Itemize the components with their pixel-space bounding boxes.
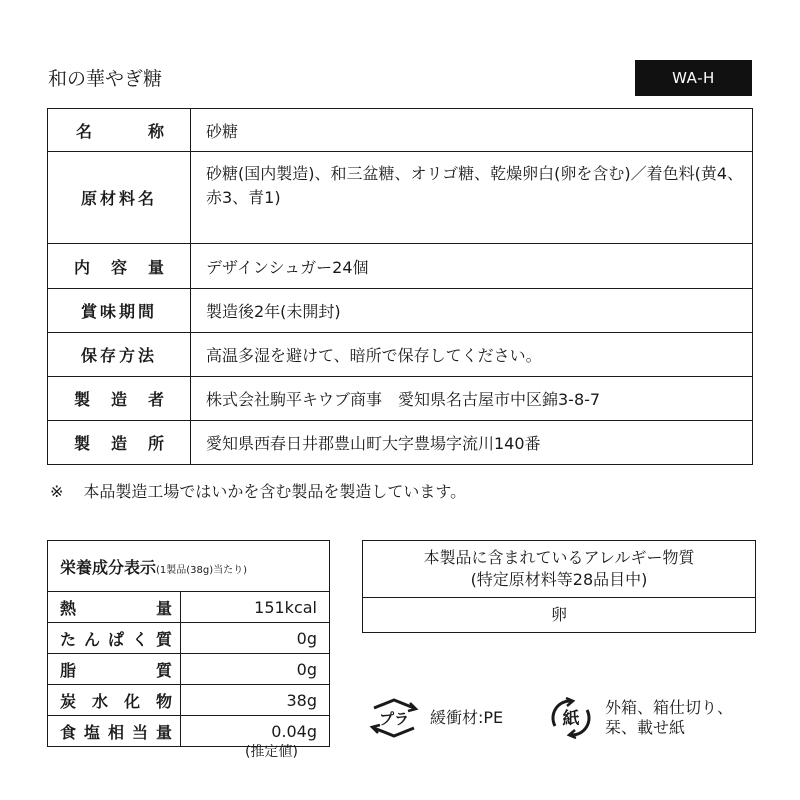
- note-mark: ※: [50, 482, 64, 501]
- table-row: [48, 333, 753, 377]
- nutrition-label-char: 質: [155, 660, 172, 680]
- nutrition-label-char: 量: [155, 722, 172, 742]
- spec-label-char: 製: [74, 434, 91, 453]
- spec-label: 原材料名: [48, 152, 191, 244]
- nutrition-label-char: 塩: [83, 722, 100, 742]
- spec-label: 賞味期間: [48, 289, 191, 333]
- nutrition-label-char: ぱ: [107, 629, 124, 649]
- nutrition-label-char: 相: [107, 722, 124, 742]
- allergy-header: [363, 541, 755, 598]
- spec-label-char: 名: [76, 121, 93, 141]
- nutrition-title: 栄養成分表示: [60, 557, 157, 577]
- nutrition-label: [48, 623, 181, 654]
- table-row: [48, 421, 753, 465]
- note-text: 本品製造工場ではいかを含む製品を製造しています。: [83, 482, 467, 501]
- nutrition-value: 151kcal: [181, 592, 330, 623]
- spec-value: デザインシュガー24個: [191, 244, 753, 289]
- nutrition-label: [48, 592, 181, 623]
- nutrition-label: [48, 716, 181, 747]
- product-code-badge: WA-H: [635, 60, 752, 96]
- table-row: [48, 685, 330, 716]
- spec-value: 製造後2年(未開封): [191, 289, 753, 333]
- spec-value: 砂糖: [191, 109, 753, 152]
- paper-text-line2: 栞、載せ紙: [605, 718, 686, 737]
- nutrition-table: [47, 540, 330, 747]
- table-row: [48, 244, 753, 289]
- paper-mark-text: 紙: [562, 709, 580, 729]
- allergen-note: [50, 479, 466, 502]
- spec-label-char: 量: [147, 257, 164, 277]
- nutrition-value: 0.04g: [181, 716, 330, 747]
- table-row: [48, 654, 330, 685]
- plastic-recycle-icon: [366, 696, 422, 740]
- spec-value-text: 砂糖(国内製造)、和三盆糖、オリゴ糖、乾燥卵白(卵を含む)／着色料(黄4、赤3、青1): [206, 164, 744, 207]
- nutrition-value: 38g: [181, 685, 330, 716]
- spec-label: [48, 244, 191, 289]
- nutrition-label-char: 脂: [60, 660, 77, 680]
- allergy-box: [362, 540, 756, 633]
- nutrition-label-char: 物: [155, 691, 172, 711]
- nutrition-label-char: 当: [131, 722, 148, 742]
- spec-value: 株式会社駒平キウブ商事 愛知県名古屋市中区錦3-8-7: [191, 377, 753, 421]
- spec-label-char: 容: [110, 257, 127, 277]
- estimate-note: (推定値): [245, 744, 298, 760]
- allergy-value: 卵: [550, 605, 567, 624]
- nutrition-subtitle: (1製品(38g)当たり): [156, 564, 248, 576]
- spec-label-char: 内: [74, 257, 91, 277]
- nutrition-label-char: 炭: [60, 691, 77, 711]
- spec-label: [48, 109, 191, 152]
- table-row: [48, 592, 330, 623]
- allergy-header-line2: (特定原材料等28品目中): [470, 570, 648, 589]
- allergy-header-line1: 本製品に含まれているアレルギー物質: [423, 548, 695, 567]
- nutrition-label-char: た: [60, 629, 77, 649]
- paper-recycle-icon: [545, 696, 597, 740]
- packaging-plastic: [366, 696, 503, 740]
- nutrition-value: 0g: [181, 654, 330, 685]
- nutrition-label-char: 水: [91, 691, 108, 711]
- spec-value: 愛知県西春日井郡豊山町大字豊場字流川140番: [191, 421, 753, 465]
- spec-value: 高温多湿を避けて、暗所で保存してください。: [191, 333, 753, 377]
- spec-label: [48, 377, 191, 421]
- nutrition-header: [48, 541, 330, 592]
- spec-label-char: 造: [110, 390, 127, 409]
- spec-label-char: 者: [147, 390, 164, 409]
- nutrition-label: [48, 654, 181, 685]
- nutrition-label-char: く: [131, 629, 148, 649]
- spec-label-char: 称: [147, 121, 164, 141]
- nutrition-value: 0g: [181, 623, 330, 654]
- nutrition-label-char: 量: [155, 598, 172, 618]
- product-name: 和の華やぎ糖: [48, 68, 163, 90]
- nutrition-label-char: 化: [123, 691, 140, 711]
- nutrition-label: [48, 685, 181, 716]
- spec-label: [48, 421, 191, 465]
- paper-text-line1: 外箱、箱仕切り、: [605, 698, 734, 717]
- plastic-text: 緩衝材:PE: [430, 708, 504, 727]
- spec-value: [191, 152, 753, 244]
- spec-label: 保存方法: [48, 333, 191, 377]
- spec-label-char: 所: [147, 434, 164, 453]
- table-row: [48, 541, 330, 592]
- plastic-mark-text: プラ: [378, 710, 410, 728]
- spec-label-char: 造: [110, 434, 127, 453]
- nutrition-label-char: 熱: [60, 598, 77, 618]
- spec-label-char: 製: [74, 390, 91, 409]
- paper-text: [605, 698, 733, 738]
- table-row: [48, 109, 753, 152]
- packaging-paper: [545, 696, 733, 740]
- nutrition-label-char: 質: [155, 629, 172, 649]
- table-row: [48, 152, 753, 244]
- table-row: [48, 289, 753, 333]
- spec-table: [47, 108, 753, 465]
- nutrition-label-char: ん: [83, 629, 100, 649]
- table-row: [48, 377, 753, 421]
- table-row: [48, 623, 330, 654]
- nutrition-label-char: 食: [60, 722, 77, 742]
